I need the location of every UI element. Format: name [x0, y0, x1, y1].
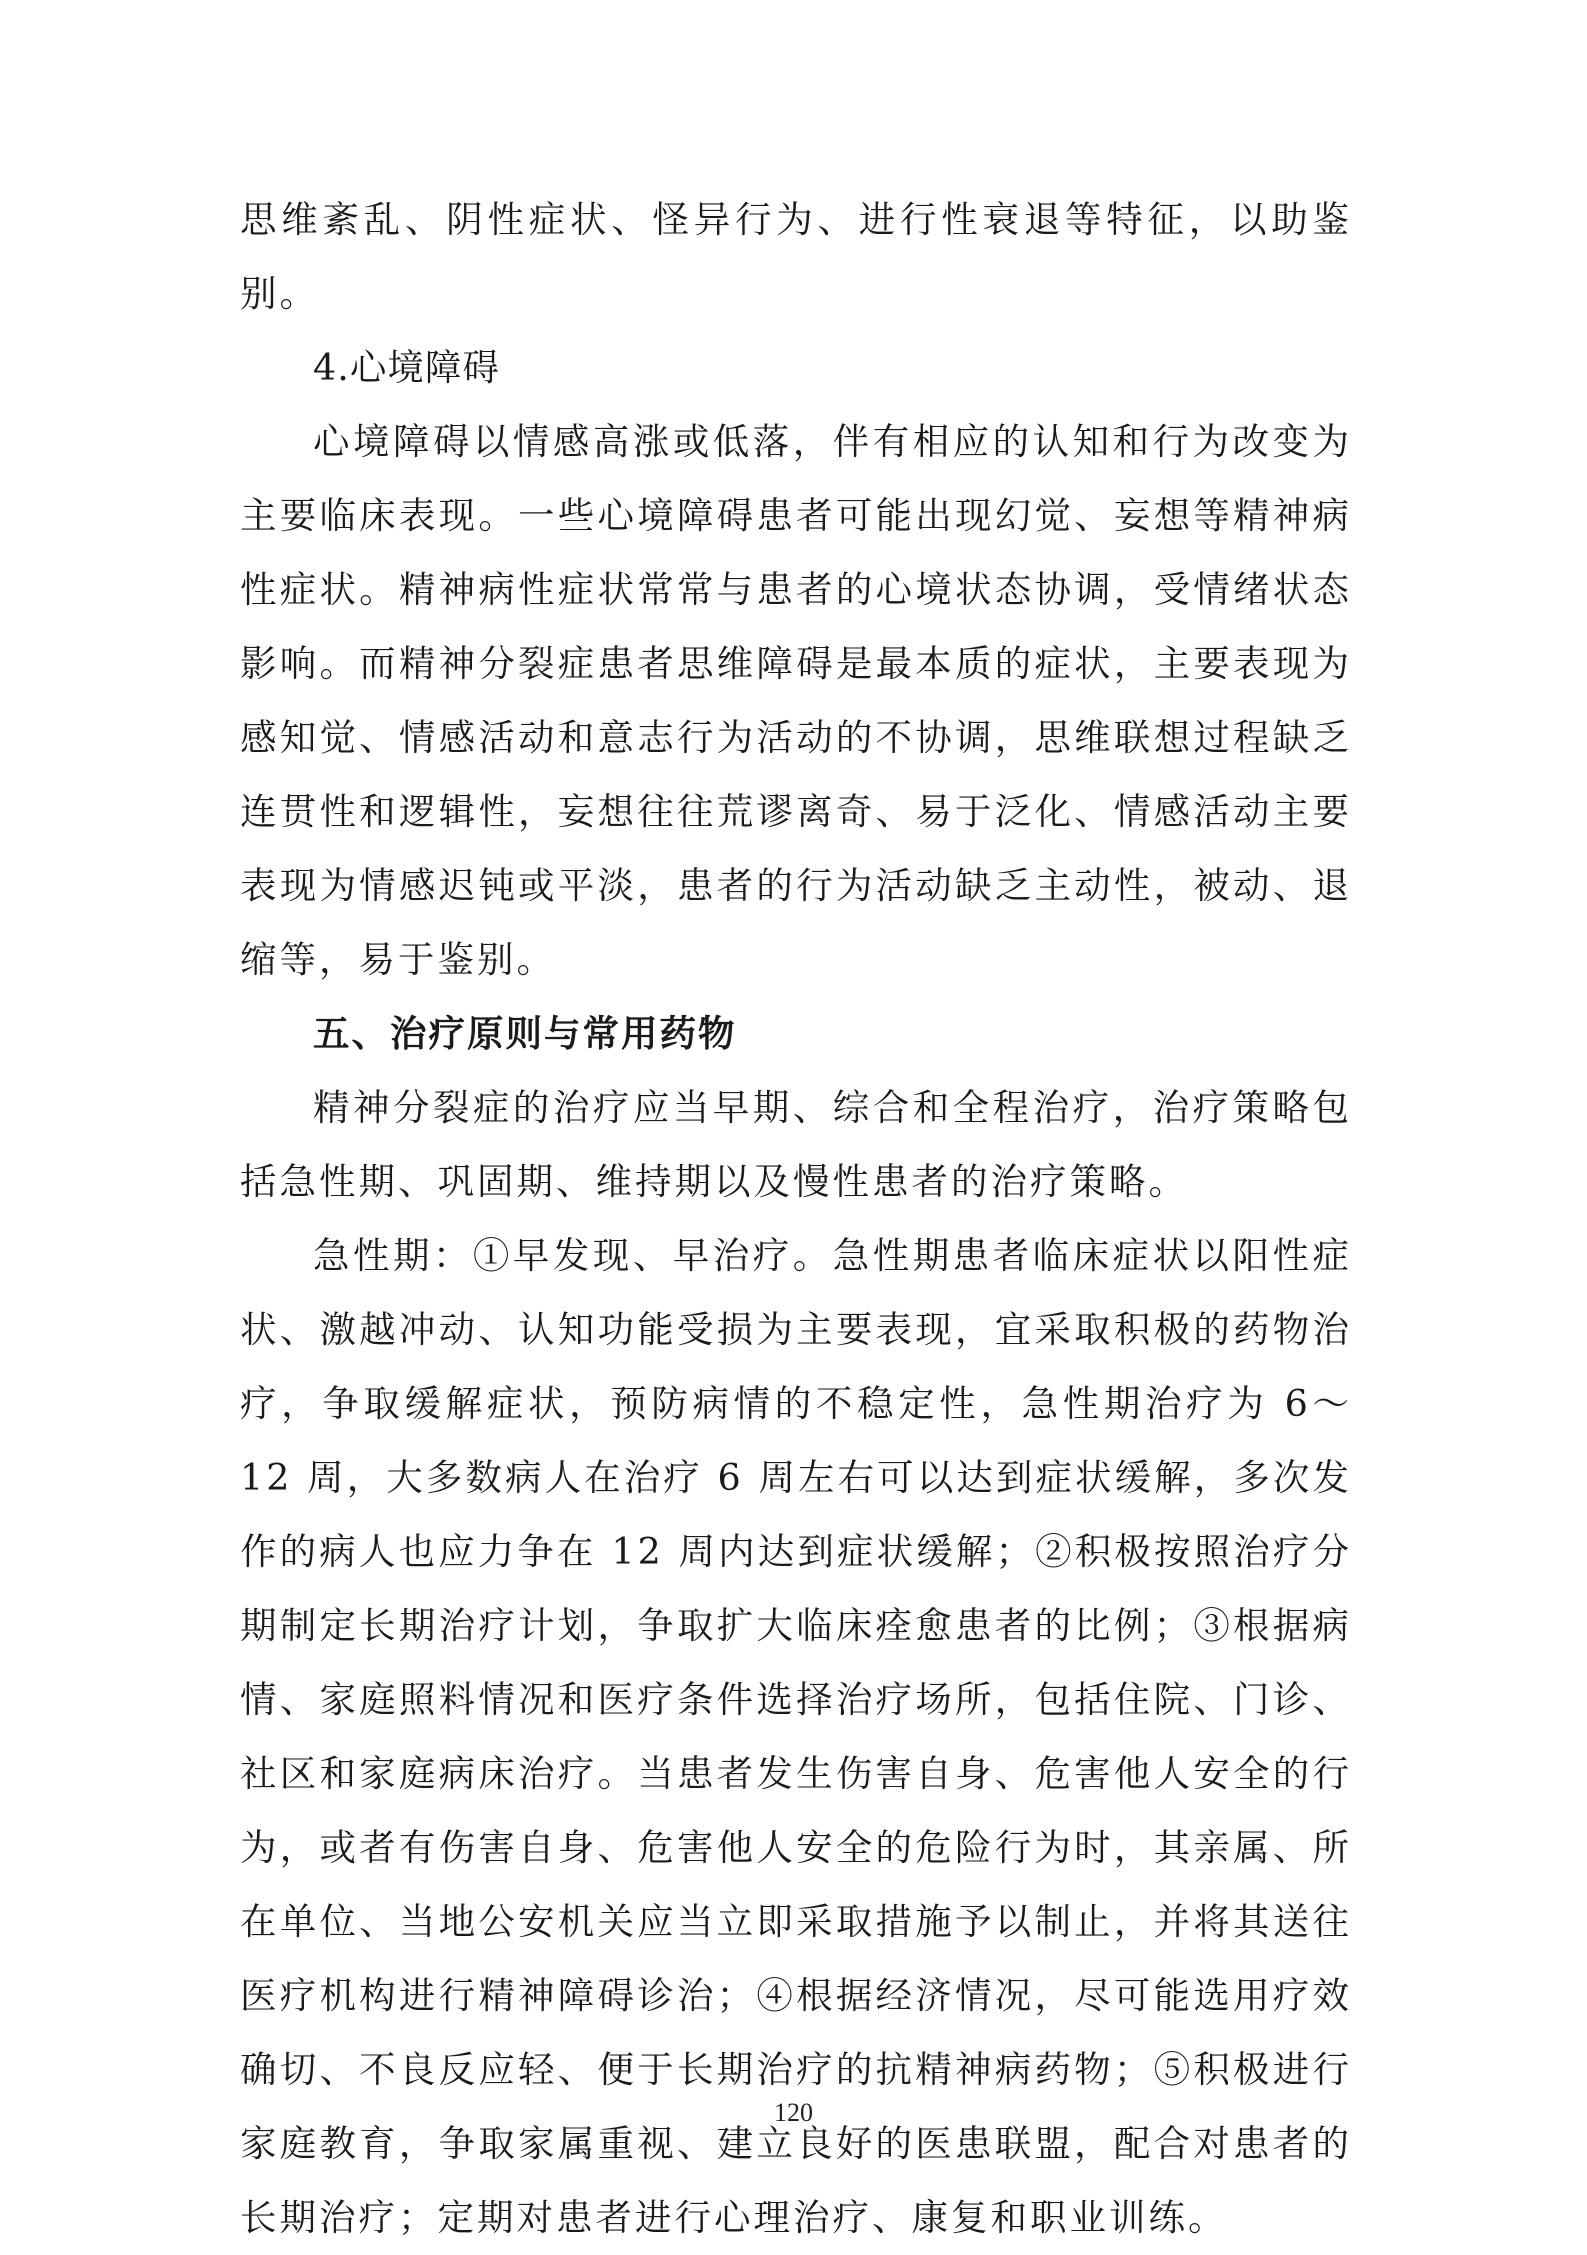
page-body	[240, 183, 1352, 2255]
paragraph-acute-phase: 急性期：①早发现、早治疗。急性期患者临床症状以阳性症状、激越冲动、认知功能受损为主要表现，宜采取积极的药物治疗，争取缓解症状，预防病情的不稳定性，急性期治疗为 6～12 周，大多数病人在治疗 6 周左右可以达到症状缓解，多次发作的病人也应力争在 12 周内达到症状缓解；②积极按照治疗分期制定长期治疗计划，争取扩大临床痊愈患者的比例；③根据病情、家庭照料情况和医疗条件选择治疗场所，包括住院、门诊、社区和家庭病床治疗。当患者发生伤害自身、危害他人安全的行为，或者有伤害自身、危害他人安全的危险行为时，其亲属、所在单位、当地公安机关应当立即采取措施予以制止，并将其送往医疗机构进行精神障碍诊治；④根据经济情况，尽可能选用疗效确切、不良反应轻、便于长期治疗的抗精神病药物；⑤积极进行家庭教育，争取家属重视、建立良好的医患联盟，配合对患者的长期治疗；定期对患者进行心理治疗、康复和职业训练。	[240, 1234, 1352, 2239]
paragraph-treatment-intro: 精神分裂症的治疗应当早期、综合和全程治疗，治疗策略包括急性期、巩固期、维持期以及慢性患者的治疗策略。	[240, 1086, 1352, 1203]
page-number: 120	[774, 2098, 813, 2127]
paragraph-mood-disorder: 心境障碍以情感高涨或低落，伴有相应的认知和行为改变为主要临床表现。一些心境障碍患者可能出现幻觉、妄想等精神病性症状。精神病性症状常常与患者的心境状态协调，受情绪状态影响。而精神分裂症患者思维障碍是最本质的症状，主要表现为感知觉、情感活动和意志行为活动的不协调，思维联想过程缺乏连贯性和逻辑性，妄想往往荒谬离奇、易于泛化、情感活动主要表现为情感迟钝或平淡，患者的行为活动缺乏主动性，被动、退缩等，易于鉴别。	[240, 420, 1352, 981]
subheading-mood-disorder: 4.心境障碍	[313, 346, 500, 389]
section-heading-treatment: 五、治疗原则与常用药物	[313, 1012, 737, 1055]
paragraph-continuation: 思维紊乱、阴性症状、怪异行为、进行性衰退等特征，以助鉴别。	[240, 198, 1352, 315]
